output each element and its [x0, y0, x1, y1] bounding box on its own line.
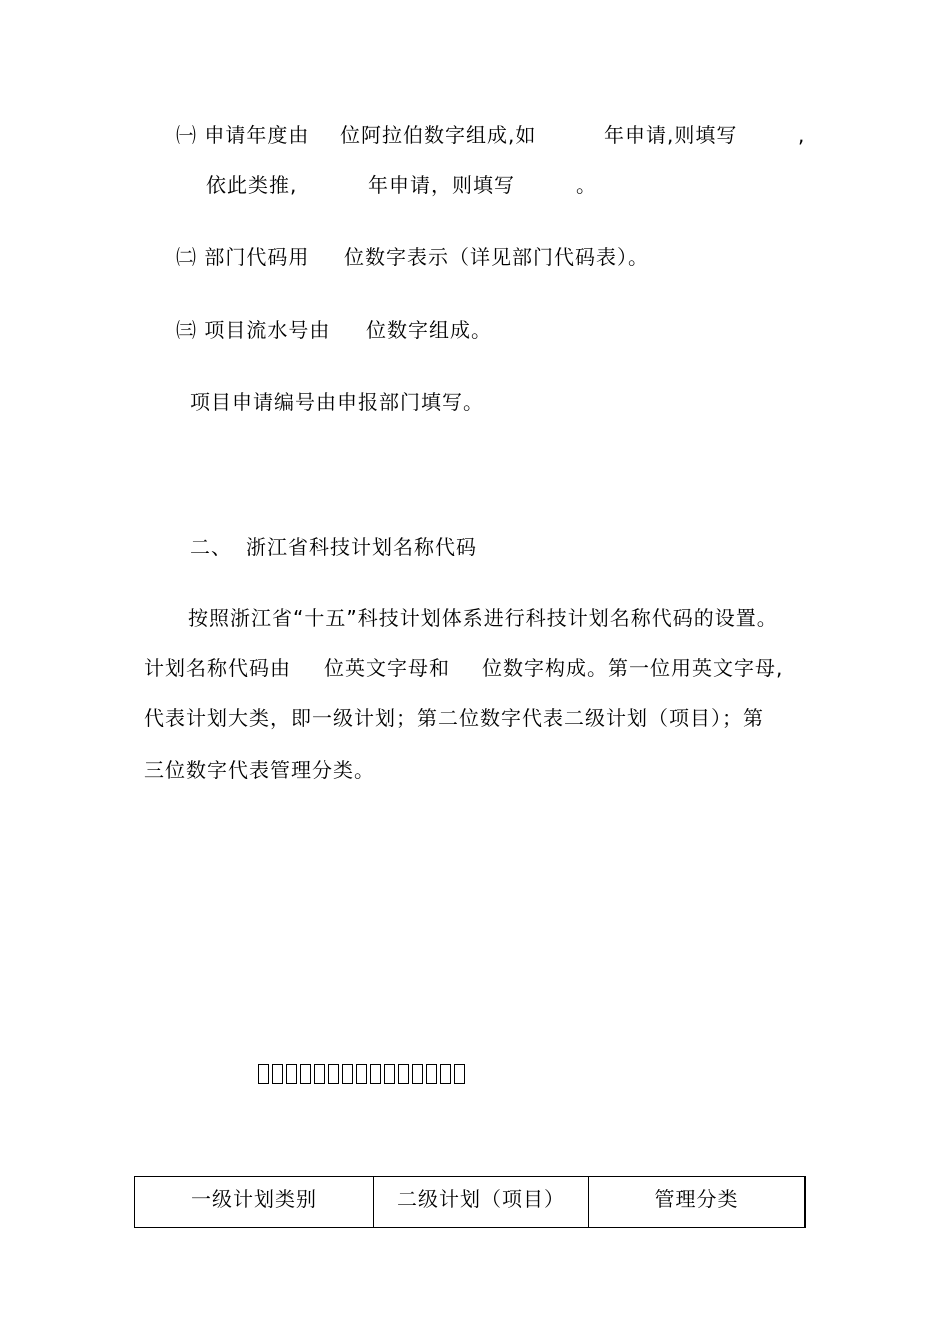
- paragraph-line-1: 按照浙江省“十五”科技计划体系进行科技计划名称代码的设置。: [188, 606, 778, 630]
- missing-glyph-box: [398, 1064, 409, 1084]
- table-title-missing-glyphs: [258, 1062, 465, 1088]
- item1-text-g: 。: [576, 173, 597, 197]
- item1-text-e: 依此类推,: [206, 173, 298, 197]
- paragraph-line-2c: 位数字构成。第一位用英文字母,: [482, 656, 784, 680]
- missing-glyph-box: [272, 1064, 283, 1084]
- table-header-cell: 一级计划类别: [135, 1177, 374, 1227]
- missing-glyph-box: [342, 1064, 353, 1084]
- table-header-cell: 二级计划（项目）: [374, 1177, 589, 1227]
- application-note: 项目申请编号由申报部门填写。: [190, 390, 484, 414]
- missing-glyph-box: [384, 1064, 395, 1084]
- missing-glyph-box: [328, 1064, 339, 1084]
- item1-text-c: 年申请,则填写: [604, 123, 738, 147]
- paragraph-line-4: 三位数字代表管理分类。: [144, 758, 375, 782]
- item2-text-a: ㈡ 部门代码用: [176, 245, 310, 269]
- missing-glyph-box: [426, 1064, 437, 1084]
- section-heading: 浙江省科技计划名称代码: [246, 535, 477, 559]
- section-number: 二、: [190, 535, 232, 559]
- item3-text-b: 位数字组成。: [366, 318, 492, 342]
- missing-glyph-box: [300, 1064, 311, 1084]
- item3-text-a: ㈢ 项目流水号由: [176, 318, 331, 342]
- item1-text-a: ㈠ 申请年度由: [176, 123, 310, 147]
- missing-glyph-box: [412, 1064, 423, 1084]
- item1-text-d: ,: [798, 123, 806, 147]
- item2-text-b: 位数字表示（详见部门代码表）。: [344, 245, 649, 269]
- missing-glyph-box: [356, 1064, 367, 1084]
- item1-text-f: 年申请，则填写: [368, 173, 515, 197]
- missing-glyph-box: [370, 1064, 381, 1084]
- missing-glyph-box: [258, 1064, 269, 1084]
- missing-glyph-box: [454, 1064, 465, 1084]
- paragraph-line-2b: 位英文字母和: [324, 656, 450, 680]
- missing-glyph-box: [314, 1064, 325, 1084]
- paragraph-line-2a: 计划名称代码由: [144, 656, 291, 680]
- item1-text-b: 位阿拉伯数字组成,如: [340, 123, 537, 147]
- paragraph-line-3: 代表计划大类，即一级计划；第二位数字代表二级计划（项目）；第: [144, 706, 764, 730]
- plan-code-table: [134, 1176, 806, 1228]
- missing-glyph-box: [440, 1064, 451, 1084]
- missing-glyph-box: [286, 1064, 297, 1084]
- table-header-cell: 管理分类: [654, 1187, 739, 1211]
